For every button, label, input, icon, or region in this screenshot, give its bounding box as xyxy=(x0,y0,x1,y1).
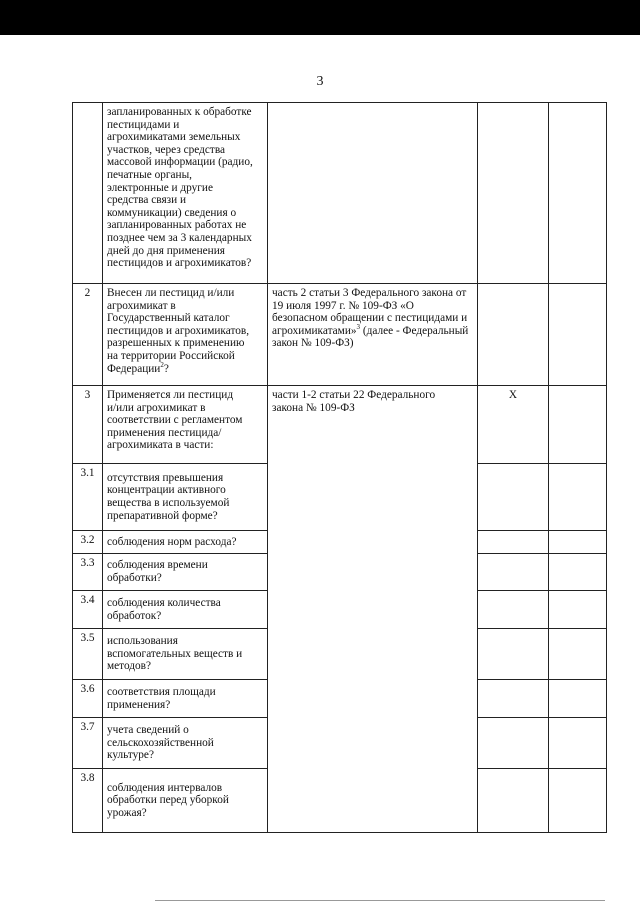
legal-basis-text: часть 2 статьи 3 Федерального закона от 19 июля 1997 г. № 109-ФЗ «О безопасном обращении с пестицидами и агрохимикатами» xyxy=(272,287,468,337)
checklist-table xyxy=(72,102,607,833)
legal-basis-text-end: (далее - Федеральный закон № 109-ФЗ) xyxy=(272,324,469,350)
answer-no-cell xyxy=(549,629,607,680)
answer-yes-cell xyxy=(478,284,549,386)
footnote-ref: 2 xyxy=(160,360,164,369)
answer-no-cell xyxy=(549,680,607,718)
question-cell: Применяется ли пестицид и/или агрохимикат в соответствии с регламентом применения пестицида/ агрохимиката в части: xyxy=(103,386,268,464)
answer-no-cell xyxy=(549,591,607,629)
answer-yes-cell xyxy=(478,718,549,769)
answer-no-cell xyxy=(549,103,607,284)
row-number: 3.5 xyxy=(73,629,103,680)
row-number: 3.7 xyxy=(73,718,103,769)
legal-basis-cell xyxy=(268,103,478,284)
answer-yes-cell xyxy=(478,554,549,591)
question-cell: соблюдения норм расхода? xyxy=(103,531,268,554)
row-number: 3.2 xyxy=(73,531,103,554)
row-number: 3.6 xyxy=(73,680,103,718)
question-cell: учета сведений о сельскохозяйственной культуре? xyxy=(103,718,268,769)
answer-no-cell xyxy=(549,386,607,464)
footnote-ref: 3 xyxy=(356,323,361,332)
legal-basis-cell xyxy=(268,284,478,386)
question-cell: соблюдения времени обработки? xyxy=(103,554,268,591)
answer-yes-cell xyxy=(478,103,549,284)
question-cell: соблюдения интервалов обработки перед уборкой урожая? xyxy=(103,769,268,833)
question-text-end: ? xyxy=(163,362,169,375)
answer-no-cell xyxy=(549,554,607,591)
legal-basis-cell: части 1-2 статьи 22 Федерального закона № 109-ФЗ xyxy=(268,386,478,833)
table-row xyxy=(73,284,607,386)
row-number: 3.1 xyxy=(73,464,103,531)
answer-no-cell xyxy=(549,464,607,531)
answer-no-cell xyxy=(549,284,607,386)
answer-yes-cell xyxy=(478,680,549,718)
question-cell xyxy=(103,284,268,386)
answer-no-cell xyxy=(549,531,607,554)
answer-yes-cell xyxy=(478,629,549,680)
page-number: 3 xyxy=(316,74,324,89)
answer-no-cell xyxy=(549,718,607,769)
table-row xyxy=(73,103,607,284)
answer-yes-cell xyxy=(478,464,549,531)
answer-yes-cell xyxy=(478,769,549,833)
table-row xyxy=(73,386,607,464)
question-text: Внесен ли пестицид и/или агрохимикат в Государственный каталог пестицидов и агрохимикатов, разрешенных к применению на территории Российской Федерации xyxy=(107,287,250,375)
footnote-separator xyxy=(155,900,605,901)
question-cell: соответствия площади применения? xyxy=(103,680,268,718)
answer-yes-cell: X xyxy=(478,386,549,464)
question-cell: использования вспомогательных веществ и методов? xyxy=(103,629,268,680)
question-cell: соблюдения количества обработок? xyxy=(103,591,268,629)
answer-no-cell xyxy=(549,769,607,833)
answer-yes-cell xyxy=(478,591,549,629)
row-number: 3.8 xyxy=(73,769,103,833)
row-number xyxy=(73,103,103,284)
scan-top-border xyxy=(0,0,640,35)
row-number: 3.4 xyxy=(73,591,103,629)
question-cell: отсутствия превышения концентрации активного вещества в используемой препаративной форме? xyxy=(103,464,268,531)
row-number: 3 xyxy=(73,386,103,464)
question-cell: запланированных к обработке пестицидами и агрохимикатами земельных участков, через средства массовой информации (радио, печатные органы, электронные и другие средства связи и коммуникации) сведения о запланированных работах не позднее чем за 3 календарных дней до дня применения пестицидов и агрохимикатов? xyxy=(103,103,268,284)
row-number: 2 xyxy=(73,284,103,386)
answer-yes-cell xyxy=(478,531,549,554)
row-number: 3.3 xyxy=(73,554,103,591)
